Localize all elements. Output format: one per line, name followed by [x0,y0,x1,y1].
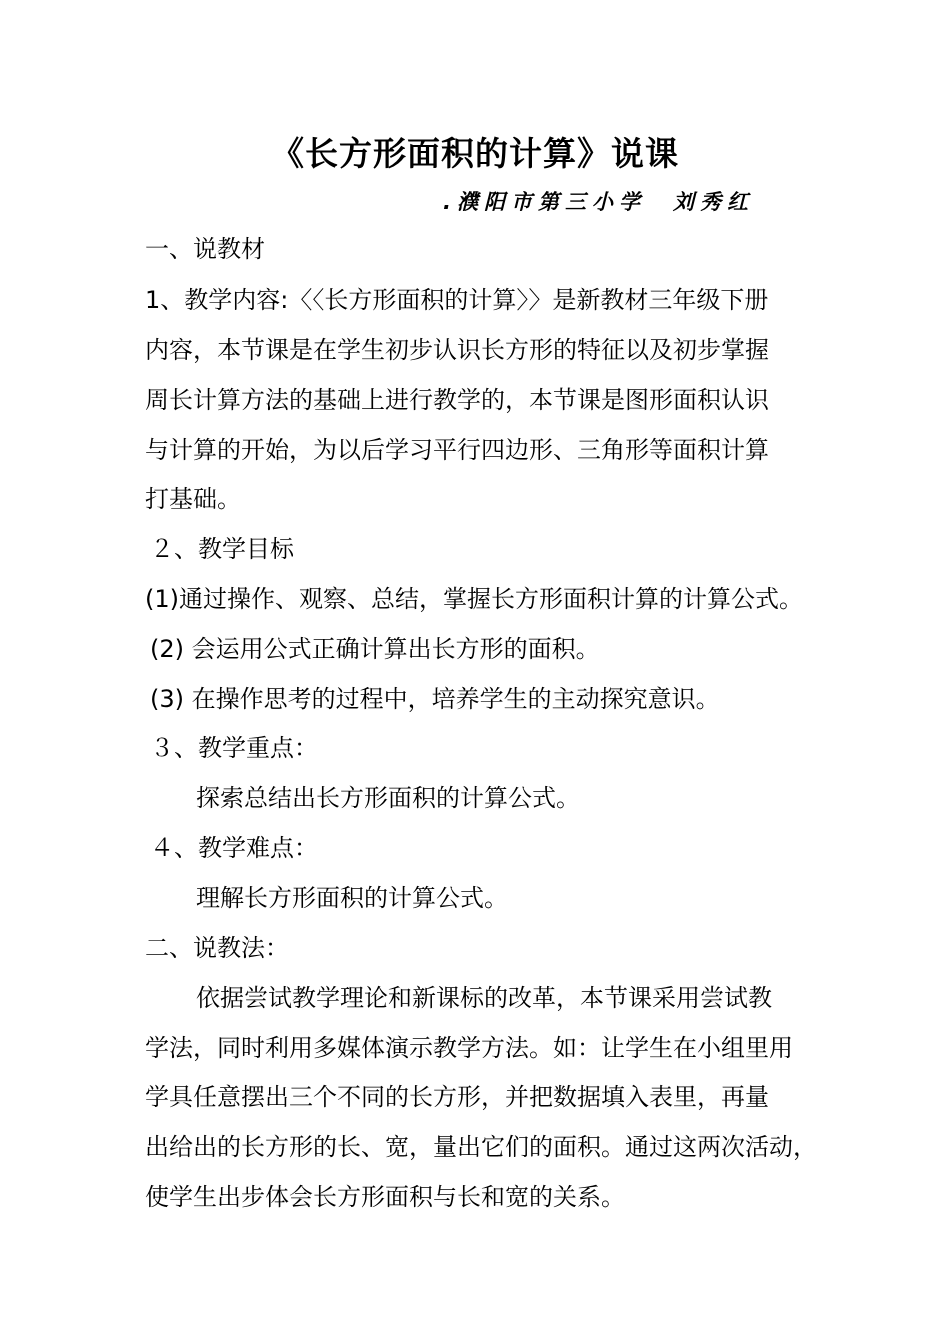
objective-item: (3) 在操作思考的过程中，培养学生的主动探究意识。 [150,685,720,713]
section-heading-textbook: 一、说教材 [145,235,265,263]
paragraph-line: 1、教学内容:〈〈长方形面积的计算〉〉是新教材三年级下册 [145,286,769,314]
paragraph-line: 使学生出步体会长方形面积与长和宽的关系。 [145,1183,625,1211]
paragraph-line: 学具任意摆出三个不同的长方形，并把数据填入表里，再量 [145,1083,769,1111]
paragraph-line: 内容，本节课是在学生初步认识长方形的特征以及初步掌握 [145,336,769,364]
paragraph-line: 打基础。 [145,485,241,513]
objective-item: (2) 会运用公式正确计算出长方形的面积。 [150,635,600,663]
paragraph-line: 出给出的长方形的长、宽，量出它们的面积。通过这两次活动， [145,1133,817,1161]
paragraph-line: 依据尝试教学理论和新课标的改革，本节课采用尝试教 [196,984,772,1012]
subheading-key-points: ３、教学重点： [150,734,318,762]
paragraph-line: 理解长方形面积的计算公式。 [196,884,508,912]
subheading-objectives: ２、教学目标 [150,535,294,563]
paragraph-line: 周长计算方法的基础上进行教学的，本节课是图形面积认识 [145,386,769,414]
paragraph-line: 探索总结出长方形面积的计算公式。 [196,784,580,812]
paragraph-line: 学法，同时利用多媒体演示教学方法。如：让学生在小组里用 [145,1034,793,1062]
paragraph-line: 与计算的开始，为以后学习平行四边形、三角形等面积计算 [145,436,769,464]
objective-item: (1)通过操作、观察、总结，掌握长方形面积计算的计算公式。 [145,585,803,613]
subheading-difficulties: ４、教学难点： [150,834,318,862]
author-line: .濮阳市第三小学 刘秀红 [443,190,754,214]
document-title: 《长方形面积的计算》说课 [271,134,679,173]
section-heading-methods: 二、说教法： [145,934,289,962]
